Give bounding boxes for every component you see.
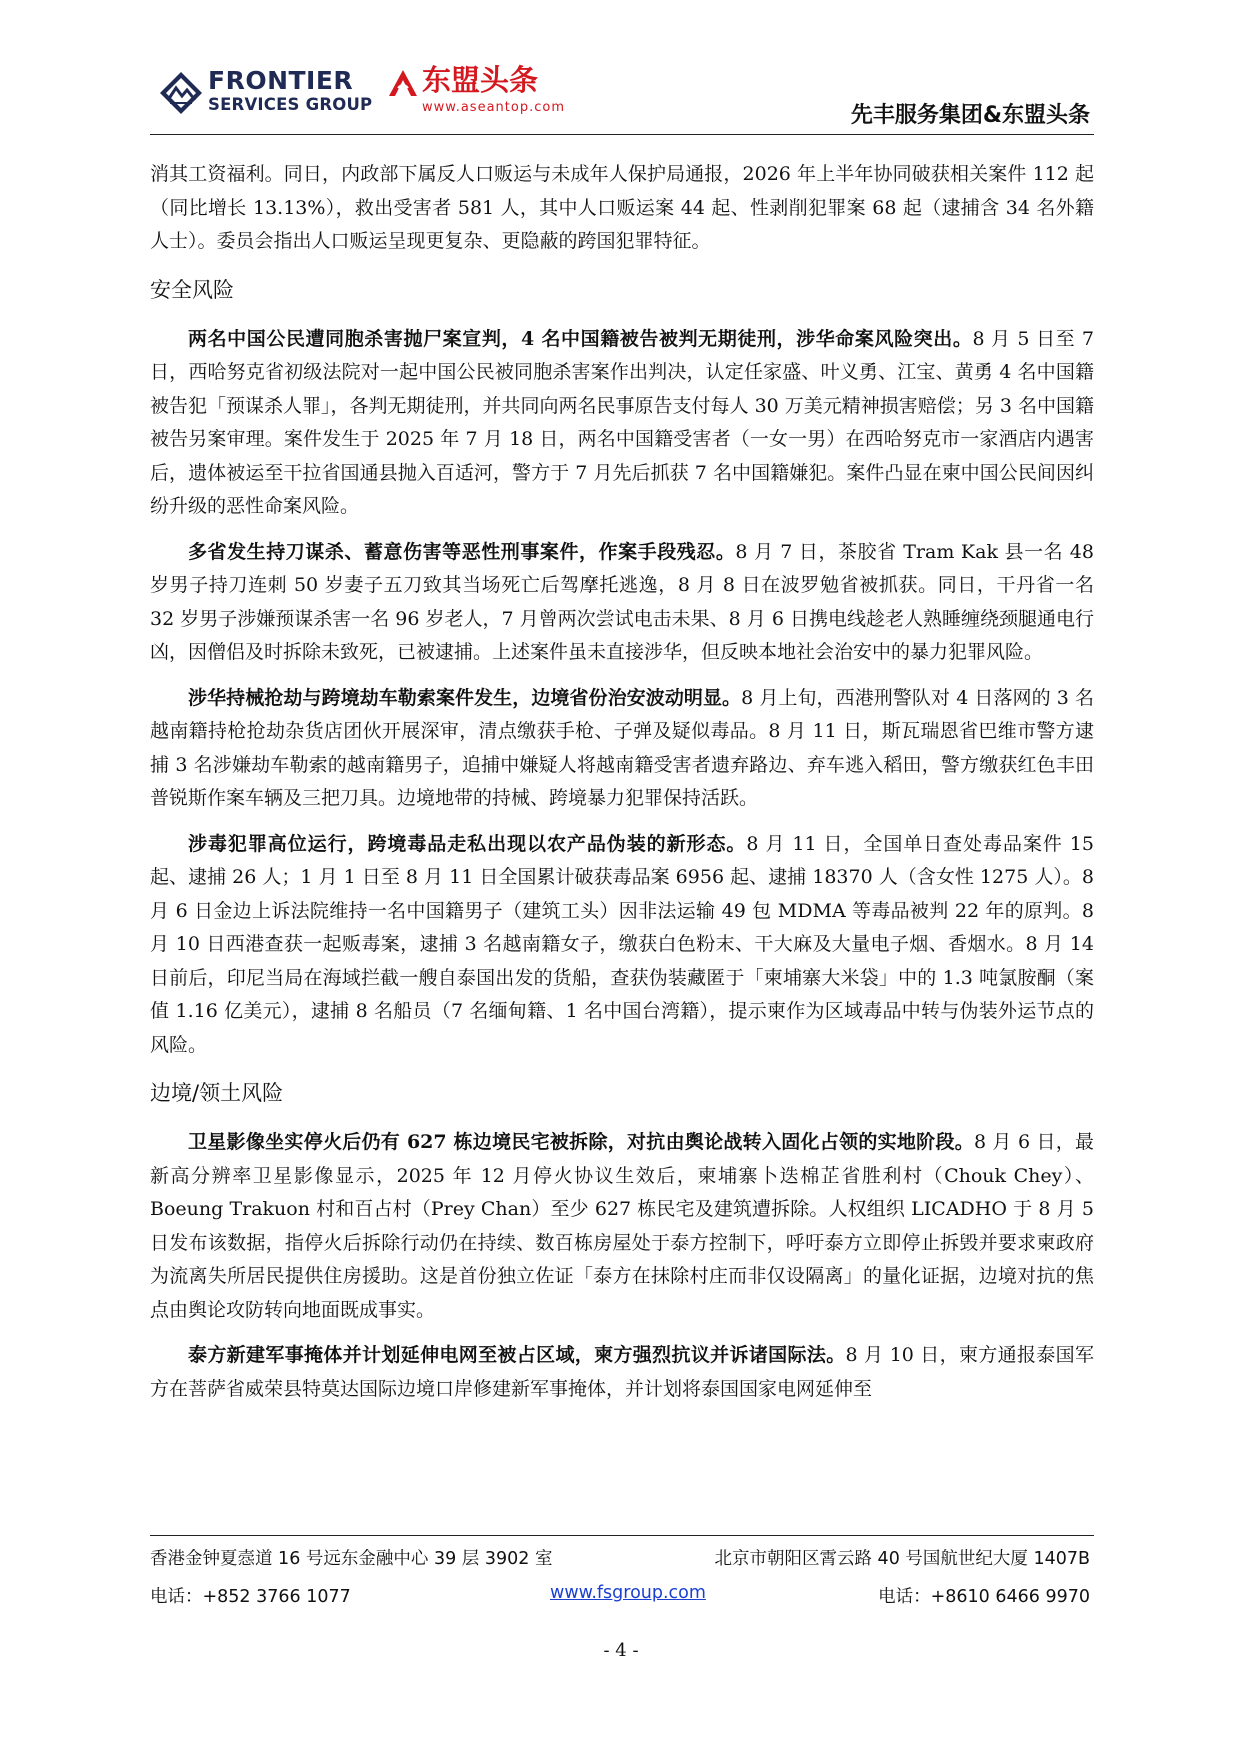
footer-phone-bj: 电话：+8610 6466 9970 xyxy=(878,1587,1090,1607)
header-title: 先丰服务集团&东盟头条 xyxy=(850,103,1090,128)
paragraph-body: 8 月 5 日至 7 日，西哈努克省初级法院对一起中国公民被同胞杀害案作出判决，认定任家盛、叶义勇、江宝、黄勇 4 名中国籍被告犯「预谋杀人罪」，各判无期徒刑，并共同向两名民事原告支付每人 30 万美元精神损害赔偿；另 3 名中国籍被告另案审理。案件发生于 2025 年 7 月 18 日，两名中国籍受害者（一女一男）在西哈努克市一家酒店内遇害后，遗体被运至干拉省国通县抛入百适河，警方于 7 月先后抓获 7 名中国籍嫌犯。案件凸显在柬中国公民间因纠纷升级的恶性命案风险。 xyxy=(150,327,1094,517)
paragraph-lead: 多省发生持刀谋杀、蓄意伤害等恶性刑事案件，作案手段残忍。 xyxy=(188,540,736,563)
border-paragraph-2 xyxy=(150,1339,1094,1406)
section-title-border: 边境/领土风险 xyxy=(150,1081,284,1105)
paragraph-body: 8 月上旬，西港刑警队对 4 日落网的 3 名越南籍持枪抢劫杂货店团伙开展深审，清点缴获手枪、子弹及疑似毒品。8 月 11 日，斯瓦瑞恩省巴维市警方逮捕 3 名涉嫌劫车勒索的越南籍男子，追捕中嫌疑人将越南籍受害者遗弃路边、弃车逃入稻田，警方缴获红色丰田普锐斯作案车辆及三把刀具。边境地带的持械、跨境暴力犯罪保持活跃。 xyxy=(150,686,1094,809)
aseantop-url: www.aseantop.com xyxy=(422,100,565,115)
paragraph-body: 8 月 7 日，茶胶省 Tram Kak 县一名 48 岁男子持刀连刺 50 岁妻子五刀致其当场死亡后驾摩托逃逸，8 月 8 日在波罗勉省被抓获。同日，干丹省一名 32 岁男子涉嫌预谋杀害一名 96 岁老人，7 月曾两次尝试电击未果、8 月 6 日携电线趁老人熟睡缠绕颈腿通电行凶，因僧侣及时拆除未致死，已被逮捕。上述案件虽未直接涉华，但反映本地社会治安中的暴力犯罪风险。 xyxy=(150,540,1094,663)
aseantop-name: 东盟头条 xyxy=(422,63,539,97)
fsg-name-line1: FRONTIER xyxy=(208,66,354,95)
paragraph-lead: 涉毒犯罪高位运行，跨境毒品走私出现以农产品伪装的新形态。 xyxy=(188,832,747,855)
footer-website-link[interactable]: www.fsgroup.com xyxy=(550,1583,706,1603)
paragraph-lead: 两名中国公民遭同胞杀害抛尸案宣判，4 名中国籍被告被判无期徒刑，涉华命案风险突出。 xyxy=(188,327,973,350)
footer-divider xyxy=(150,1535,1094,1536)
footer-address-hk: 香港金钟夏悫道 16 号远东金融中心 39 层 3902 室 xyxy=(150,1549,553,1569)
paragraph-body: 8 月 6 日，最新高分辨率卫星影像显示，2025 年 12 月停火协议生效后，柬埔寨卜迭棉芷省胜利村（Chouk Chey）、Boeung Trakuon 村和百占村（Prey Chan）至少 627 栋民宅及建筑遭拆除。人权组织 LICADHO 于 8 月 5 日发布该数据，指停火后拆除行动仍在持续、数百栋房屋处于泰方控制下，呼吁泰方立即停止拆毁并要求柬政府为流离失所居民提供住房援助。这是首份独立佐证「泰方在抹除村庄而非仅设隔离」的量化证据，边境对抗的焦点由舆论攻防转向地面既成事实。 xyxy=(150,1131,1094,1321)
intro-paragraph: 消其工资福利。同日，内政部下属反人口贩运与未成年人保护局通报，2026 年上半年协同破获相关案件 112 起（同比增长 13.13%），救出受害者 581 人，其中人口贩运案 44 起、性剥削犯罪案 68 起（逮捕含 34 名外籍人士）。委员会指出人口贩运呈现更复杂、更隐蔽的跨国犯罪特征。 xyxy=(150,163,1094,252)
security-paragraph-3 xyxy=(150,682,1094,816)
header-divider xyxy=(150,134,1094,135)
fsg-name-line2: SERVICES GROUP xyxy=(208,95,373,114)
paragraph-lead: 涉华持械抢劫与跨境劫车勒索案件发生，边境省份治安波动明显。 xyxy=(188,686,742,709)
security-paragraph-2 xyxy=(150,536,1094,670)
section-title-security: 安全风险 xyxy=(150,277,234,302)
aseantop-mark-icon xyxy=(386,68,420,98)
fsg-wordmark xyxy=(208,68,372,114)
paragraph-body: 8 月 10 日，柬方通报泰国军方在菩萨省威荣县特莫达国际边境口岸修建新军事掩体，并计划将泰国国家电网延伸至 xyxy=(150,1344,1094,1400)
page-header xyxy=(150,64,1094,136)
paragraph-lead: 卫星影像坐实停火后仍有 627 栋边境民宅被拆除，对抗由舆论战转入固化占领的实地阶段。 xyxy=(188,1131,975,1153)
footer-phone-hk: 电话：+852 3766 1077 xyxy=(150,1587,351,1607)
page-number: - 4 - xyxy=(603,1640,639,1661)
security-paragraph-1 xyxy=(150,323,1094,524)
paragraph-body: 8 月 11 日，全国单日查处毒品案件 15 起、逮捕 26 人；1 月 1 日至 8 月 11 日全国累计破获毒品案 6956 起、逮捕 18370 人（含女性 1275 人）。8 月 6 日金边上诉法院维持一名中国籍男子（建筑工头）因非法运输 49 包 MDMA 等毒品被判 22 年的原判。8 月 10 日西港查获一起贩毒案，逮捕 3 名越南籍女子，缴获白色粉末、干大麻及大量电子烟、香烟水。8 月 14 日前后，印尼当局在海域拦截一艘自泰国出发的货船，查获伪装藏匿于「柬埔寨大米袋」中的 1.3 吨氯胺酮（案值 1.16 亿美元），逮捕 8 名船员（7 名缅甸籍、1 名中国台湾籍），提示柬作为区域毒品中转与伪装外运节点的风险。 xyxy=(150,832,1094,1056)
security-paragraph-4 xyxy=(150,828,1094,1063)
main-content xyxy=(150,158,1094,1418)
border-paragraph-1 xyxy=(150,1126,1094,1327)
fsg-diamond-logo-icon xyxy=(158,70,204,116)
paragraph-lead: 泰方新建军事掩体并计划延伸电网至被占区域，柬方强烈抗议并诉诸国际法。 xyxy=(188,1344,846,1366)
page-footer xyxy=(150,1545,1094,1625)
footer-address-bj: 北京市朝阳区霄云路 40 号国航世纪大厦 1407B xyxy=(714,1549,1090,1569)
